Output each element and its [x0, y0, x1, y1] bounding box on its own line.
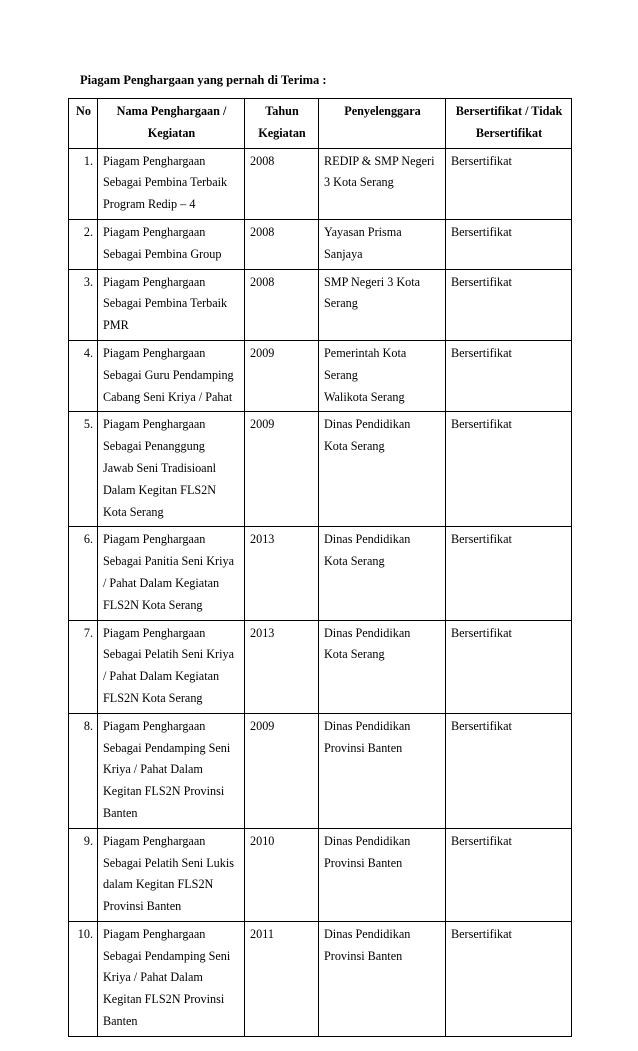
cell-tahun: 2008: [245, 219, 319, 269]
header-penyelenggara: Penyelenggara: [319, 99, 446, 149]
cell-no: 2.: [69, 219, 98, 269]
page-title: Piagam Penghargaan yang pernah di Terima :: [80, 73, 327, 87]
cell-tahun: 2008: [245, 269, 319, 340]
table-row: [69, 148, 572, 219]
header-sertifikat: Bersertifikat / Tidak Bersertifikat: [446, 99, 572, 149]
header-nama: Nama Penghargaan / Kegiatan: [98, 99, 245, 149]
table-row: [69, 921, 572, 1036]
table-row: [69, 620, 572, 713]
cell-no: 7.: [69, 620, 98, 713]
table-row: [69, 527, 572, 620]
cell-penyelenggara: SMP Negeri 3 Kota Serang: [319, 269, 446, 340]
cell-nama: Piagam Penghargaan Sebagai Pendamping Seni Kriya / Pahat Dalam Kegitan FLS2N Provinsi Banten: [98, 921, 245, 1036]
cell-sertifikat: Bersertifikat: [446, 620, 572, 713]
header-no: No: [69, 99, 98, 149]
table-header-row: [69, 99, 572, 149]
cell-tahun: 2011: [245, 921, 319, 1036]
cell-no: 1.: [69, 148, 98, 219]
awards-table: [68, 98, 572, 1037]
cell-no: 4.: [69, 340, 98, 411]
table-row: [69, 713, 572, 828]
cell-sertifikat: Bersertifikat: [446, 412, 572, 527]
cell-nama: Piagam Penghargaan Sebagai Pelatih Seni Kriya / Pahat Dalam Kegiatan FLS2N Kota Serang: [98, 620, 245, 713]
cell-no: 6.: [69, 527, 98, 620]
cell-sertifikat: Bersertifikat: [446, 340, 572, 411]
cell-nama: Piagam Penghargaan Sebagai Pendamping Seni Kriya / Pahat Dalam Kegitan FLS2N Provinsi Banten: [98, 713, 245, 828]
cell-tahun: 2013: [245, 620, 319, 713]
cell-penyelenggara: Dinas Pendidikan Kota Serang: [319, 620, 446, 713]
cell-penyelenggara: REDIP & SMP Negeri 3 Kota Serang: [319, 148, 446, 219]
cell-sertifikat: Bersertifikat: [446, 921, 572, 1036]
cell-no: 5.: [69, 412, 98, 527]
cell-no: 8.: [69, 713, 98, 828]
table-row: [69, 269, 572, 340]
header-tahun: Tahun Kegiatan: [245, 99, 319, 149]
cell-penyelenggara: Pemerintah Kota Serang Walikota Serang: [319, 340, 446, 411]
cell-no: 10.: [69, 921, 98, 1036]
table-row: [69, 340, 572, 411]
cell-sertifikat: Bersertifikat: [446, 219, 572, 269]
cell-tahun: 2008: [245, 148, 319, 219]
cell-nama: Piagam Penghargaan Sebagai Penanggung Jawab Seni Tradisioanl Dalam Kegitan FLS2N Kota Serang: [98, 412, 245, 527]
cell-nama: Piagam Penghargaan Sebagai Pembina Terbaik Program Redip – 4: [98, 148, 245, 219]
cell-sertifikat: Bersertifikat: [446, 148, 572, 219]
table-row: [69, 828, 572, 921]
cell-penyelenggara: Dinas Pendidikan Kota Serang: [319, 412, 446, 527]
cell-no: 3.: [69, 269, 98, 340]
cell-penyelenggara: Dinas Pendidikan Kota Serang: [319, 527, 446, 620]
cell-penyelenggara: Dinas Pendidikan Provinsi Banten: [319, 828, 446, 921]
table-row: [69, 412, 572, 527]
table-row: [69, 219, 572, 269]
cell-no: 9.: [69, 828, 98, 921]
cell-sertifikat: Bersertifikat: [446, 713, 572, 828]
cell-tahun: 2010: [245, 828, 319, 921]
cell-nama: Piagam Penghargaan Sebagai Pembina Terbaik PMR: [98, 269, 245, 340]
cell-nama: Piagam Penghargaan Sebagai Guru Pendamping Cabang Seni Kriya / Pahat: [98, 340, 245, 411]
cell-nama: Piagam Penghargaan Sebagai Pembina Group: [98, 219, 245, 269]
cell-nama: Piagam Penghargaan Sebagai Panitia Seni Kriya / Pahat Dalam Kegiatan FLS2N Kota Serang: [98, 527, 245, 620]
cell-penyelenggara: Dinas Pendidikan Provinsi Banten: [319, 921, 446, 1036]
cell-sertifikat: Bersertifikat: [446, 527, 572, 620]
cell-tahun: 2013: [245, 527, 319, 620]
cell-nama: Piagam Penghargaan Sebagai Pelatih Seni Lukis dalam Kegitan FLS2N Provinsi Banten: [98, 828, 245, 921]
cell-sertifikat: Bersertifikat: [446, 269, 572, 340]
cell-sertifikat: Bersertifikat: [446, 828, 572, 921]
cell-tahun: 2009: [245, 713, 319, 828]
cell-penyelenggara: Dinas Pendidikan Provinsi Banten: [319, 713, 446, 828]
cell-tahun: 2009: [245, 412, 319, 527]
cell-penyelenggara: Yayasan Prisma Sanjaya: [319, 219, 446, 269]
cell-tahun: 2009: [245, 340, 319, 411]
